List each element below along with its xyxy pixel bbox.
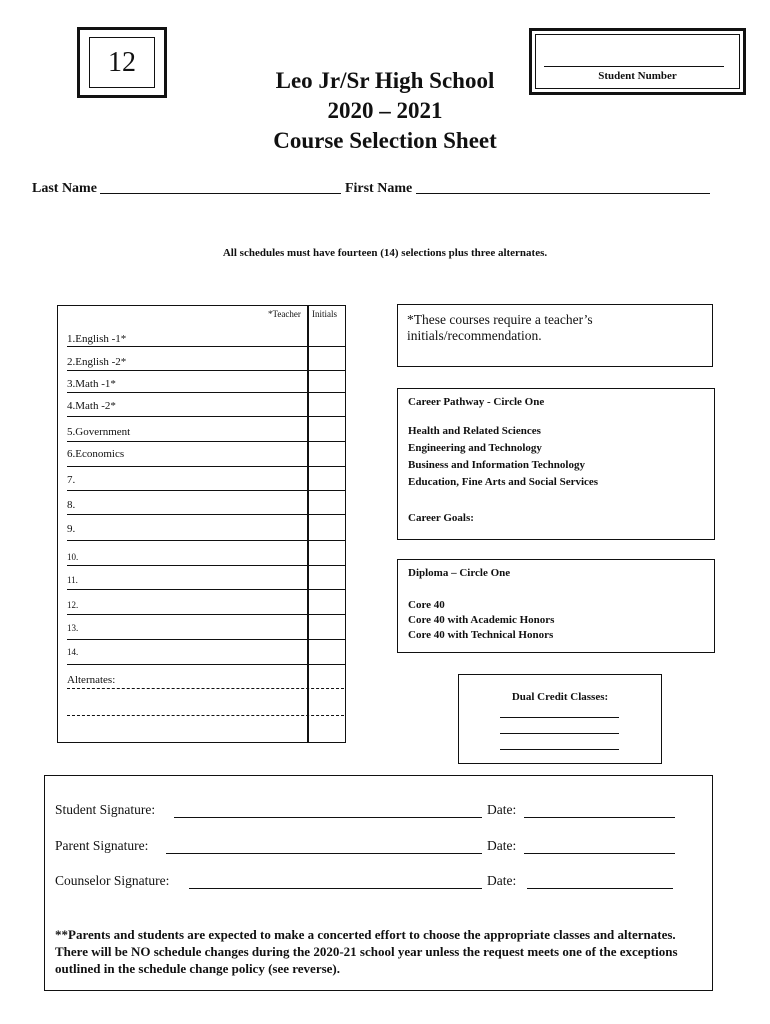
course-row-line[interactable] (67, 490, 346, 491)
student-date-field[interactable] (524, 817, 675, 818)
course-row: 12. (67, 600, 79, 610)
career-pathway-title: Career Pathway - Circle One (408, 396, 545, 408)
career-option[interactable]: Education, Fine Arts and Social Services (408, 476, 599, 488)
diploma-title: Diploma – Circle One (408, 567, 511, 579)
course-row-line[interactable] (67, 565, 346, 566)
course-row: 3.Math -1* (67, 378, 116, 390)
dual-credit-line[interactable] (500, 749, 619, 750)
course-row-line[interactable] (67, 639, 346, 640)
parent-signature-label: Parent Signature: (55, 838, 149, 853)
counselor-signature-field[interactable] (189, 888, 482, 889)
course-row: 6.Economics (67, 448, 125, 460)
career-option[interactable]: Business and Information Technology (408, 459, 585, 471)
alternate-line[interactable] (67, 688, 344, 689)
course-row-line[interactable] (67, 614, 346, 615)
dual-credit-box (458, 674, 662, 764)
parent-date-field[interactable] (524, 853, 675, 854)
student-number-field[interactable] (544, 66, 724, 67)
student-date-label: Date: (487, 802, 517, 817)
course-row: 8. (67, 499, 76, 511)
diploma-option[interactable]: Core 40 (408, 599, 445, 611)
career-option[interactable]: Health and Related Sciences (408, 425, 541, 437)
parent-signature-field[interactable] (166, 853, 482, 854)
dual-credit-line[interactable] (500, 733, 619, 734)
parent-date-label: Date: (487, 838, 517, 853)
career-goals-label: Career Goals: (408, 512, 474, 524)
teacher-header: *Teacher (268, 309, 301, 319)
counselor-date-field[interactable] (527, 888, 673, 889)
student-number-label: Student Number (598, 70, 677, 82)
course-row: 7. (67, 474, 76, 486)
counselor-signature-label: Counselor Signature: (55, 873, 170, 888)
course-row-line[interactable] (67, 664, 346, 665)
course-row: 1.English -1* (67, 333, 127, 345)
last-name-field[interactable] (100, 193, 341, 194)
first-name-field[interactable] (416, 193, 710, 194)
course-row-line[interactable] (67, 392, 346, 393)
diploma-option[interactable]: Core 40 with Academic Honors (408, 614, 555, 626)
dual-credit-label: Dual Credit Classes: (511, 691, 609, 703)
course-row: 9. (67, 523, 76, 535)
teacher-note: *These courses require a teacher’s initials/recommendation. (397, 304, 713, 367)
grade-number: 12 (89, 37, 155, 88)
last-name-label: Last Name (32, 181, 97, 196)
school-year: 2020 – 2021 (327, 98, 443, 123)
counselor-date-label: Date: (487, 873, 517, 888)
career-option[interactable]: Engineering and Technology (408, 442, 542, 454)
course-row: 5.Government (67, 426, 131, 438)
alternate-line[interactable] (67, 715, 344, 716)
course-row: 2.English -2* (67, 356, 127, 368)
course-row-line[interactable] (67, 441, 346, 442)
student-signature-field[interactable] (174, 817, 482, 818)
school-name: Leo Jr/Sr High School (275, 68, 495, 93)
course-row-line[interactable] (67, 466, 346, 467)
course-row: 14. (67, 647, 79, 657)
course-row-line[interactable] (67, 589, 346, 590)
course-row: 11. (67, 575, 78, 585)
alternates-label: Alternates: (67, 674, 116, 686)
diploma-option[interactable]: Core 40 with Technical Honors (408, 629, 554, 641)
name-row (32, 181, 710, 197)
course-row: 13. (67, 623, 79, 633)
initials-header: Initials (312, 309, 337, 319)
dual-credit-line[interactable] (500, 717, 619, 718)
course-row-line[interactable] (67, 346, 346, 347)
schedule-change-note: **Parents and students are expected to make a concerted effort to choose the appropriate classes and alternates. There will be NO schedule changes during the 2020-21 school year unless the request meets one of the exceptions outlined in the schedule change policy (see reverse). (55, 927, 678, 976)
course-row-line[interactable] (67, 514, 346, 515)
page-title: Course Selection Sheet (273, 128, 497, 153)
course-row-line[interactable] (67, 416, 346, 417)
course-row-line[interactable] (67, 370, 346, 371)
course-row: 10. (67, 552, 79, 562)
student-signature-label: Student Signature: (55, 802, 156, 817)
first-name-label: First Name (344, 181, 413, 196)
course-row: 4.Math -2* (67, 400, 116, 412)
course-row-line[interactable] (67, 540, 346, 541)
instructions: All schedules must have fourteen (14) selections plus three alternates. (222, 247, 548, 259)
